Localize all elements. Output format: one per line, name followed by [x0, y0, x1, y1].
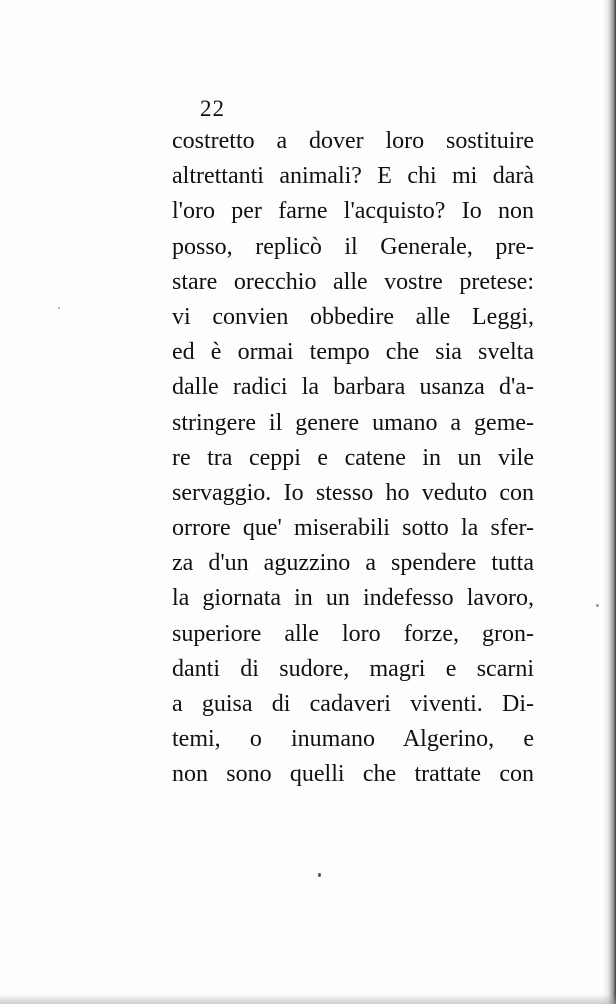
paper-speck [58, 307, 60, 309]
text-line: orrore que' miserabili sotto la sfer- [172, 515, 534, 542]
text-line: danti di sudore, magri e scarni [172, 655, 534, 682]
text-line: superiore alle loro forze, gron- [172, 620, 534, 647]
text-line: re tra ceppi e catene in un vile [172, 444, 534, 471]
text-line: costretto a dover loro sostituire [172, 128, 534, 154]
text-line: ed è ormai tempo che sia svelta [172, 339, 534, 366]
text-line: stare orecchio alle vostre pretese: [172, 268, 534, 295]
page-bottom-shadow [0, 994, 616, 1004]
text-line: servaggio. Io stesso ho veduto con [172, 479, 534, 506]
text-line: vi convien obbedire alle Leggi, [172, 303, 534, 330]
text-line: a guisa di cadaveri viventi. Di- [172, 691, 534, 717]
text-line: non sono quelli che trattate con [172, 761, 534, 788]
text-line: za d'un aguzzino a spendere tutta [172, 550, 534, 577]
page-number: 22 [200, 96, 225, 121]
text-line: stringere il genere umano a geme- [172, 409, 534, 436]
paper-speck [318, 873, 321, 877]
paper-speck [596, 604, 599, 607]
body-text [172, 124, 534, 793]
text-line: temi, o inumano Algerino, e [172, 726, 534, 753]
page-edge-shadow [602, 0, 616, 1004]
text-line: dalle radici la barbara usanza d'a- [172, 374, 534, 401]
text-line: posso, replicò il Generale, pre- [172, 233, 534, 260]
text-line: la giornata in un indefesso lavoro, [172, 585, 534, 612]
text-line: l'oro per farne l'acquisto? Io non [172, 198, 534, 225]
text-line: altrettanti animali? E chi mi darà [172, 163, 534, 190]
